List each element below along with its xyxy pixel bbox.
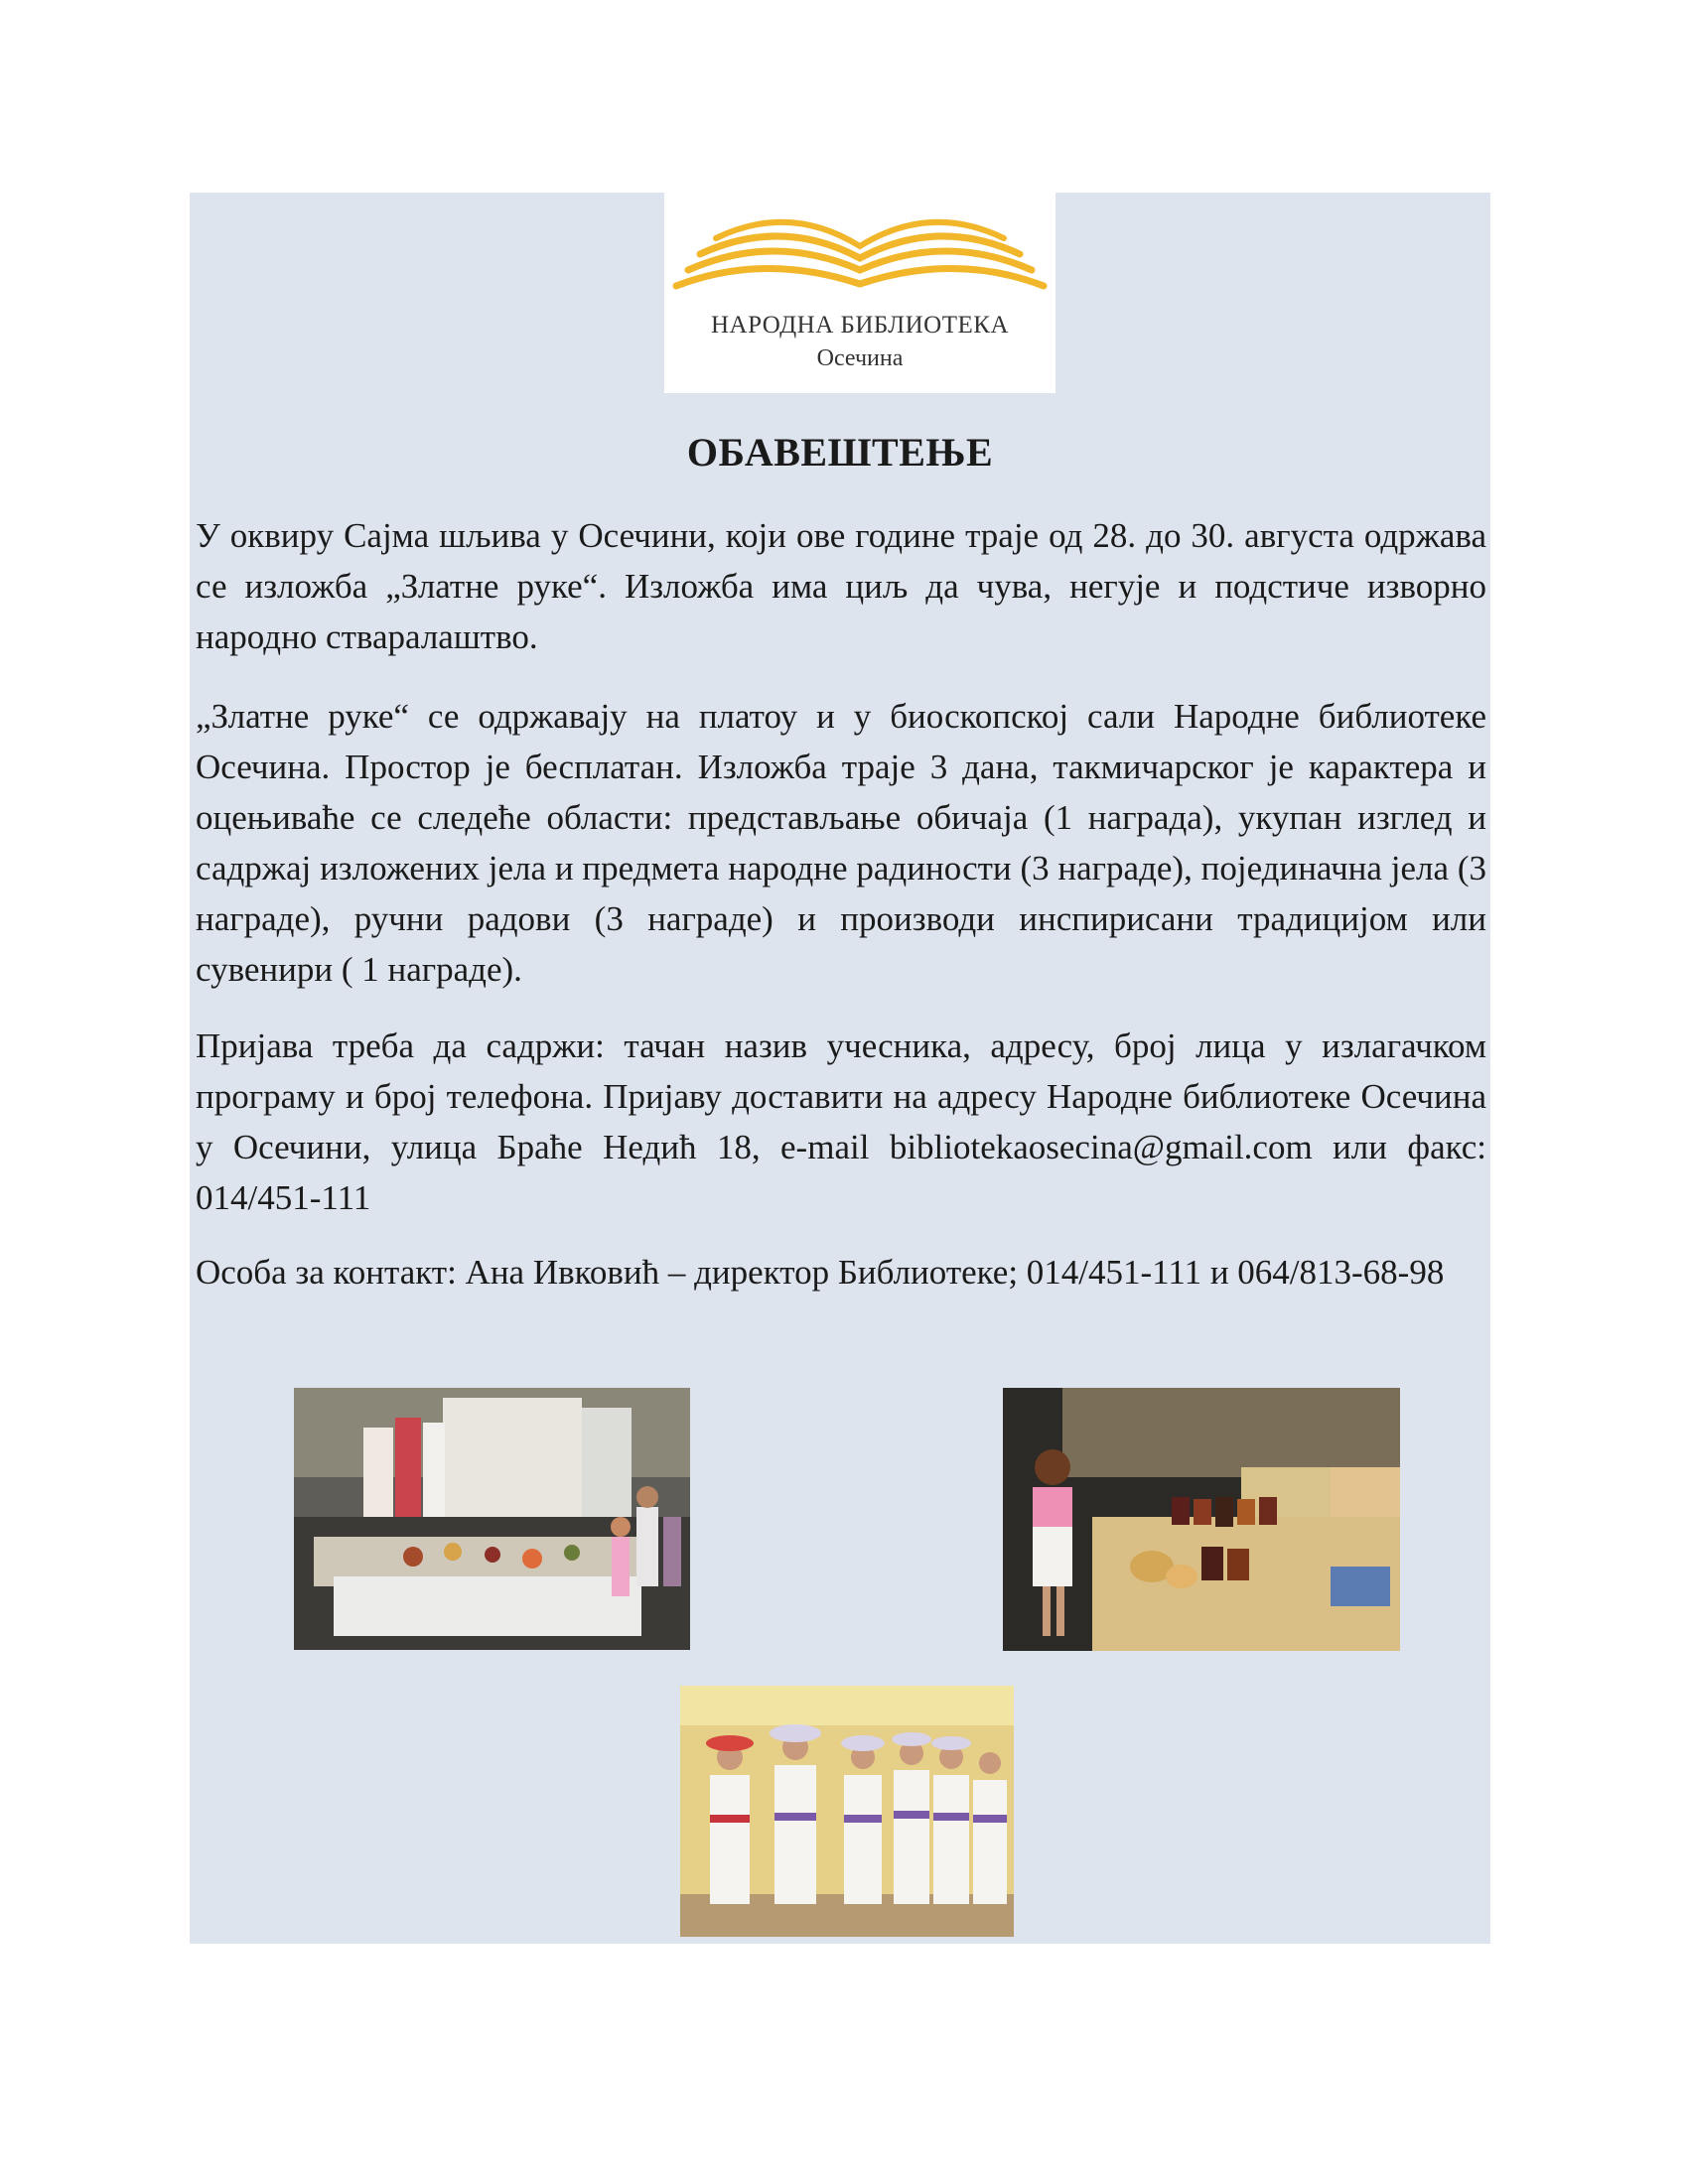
- food-table-photo: [1003, 1388, 1400, 1651]
- folk-costume-photo: [680, 1686, 1014, 1937]
- paragraph-text: „Златне руке“ се одржавају на платоу и у биоскопској сали Народне библиотеке Осечина. Простор је бесплатан. Изложба траје 3 дана, такмичарског је карактера и оцењиваће се следеће области: представљање обичаја (1 награда), укупан изглед и садржај изложених јела и предмета народне радиности (3 награде), појединачна јела (3 награде), ручни радови (3 награде) и производи инспирисани традицијом или сувенири ( 1 награде).: [196, 697, 1486, 989]
- notice-panel: [190, 193, 1490, 1944]
- paragraph-intro: [196, 510, 1486, 662]
- paragraph-details: [196, 691, 1486, 995]
- paragraph-text: Особа за контакт: Ана Ивковић – директор Библиотеке; 014/451-111 и 064/813-68-98: [196, 1253, 1445, 1292]
- paragraph-contact: [196, 1247, 1486, 1297]
- logo-town-name: Осечина: [816, 345, 904, 371]
- logo-library-name: НАРОДНА БИБЛИОТЕКА: [710, 312, 1009, 339]
- page-title: ОБАВЕШТЕЊЕ: [686, 430, 994, 475]
- paragraph-text: Пријава треба да садржи: тачан назив учесника, адресу, број лица у излагачком програму и број телефона. Пријаву доставити на адресу Народне библиотеке Осечина у Осечини, улица Браће Недић 18, e-mail bibliotekaosecina@gmail.com или факс: 014/451-111: [196, 1026, 1486, 1217]
- paragraph-text: У оквиру Сајма шљива у Осечини, који ове године траје од 28. до 30. августа одржава се изложба „Златне руке“. Изложба има циљ да чува, негује и подстиче изворно народно стваралаштво.: [196, 516, 1486, 656]
- open-book-icon: [664, 208, 1055, 298]
- library-logo: [664, 193, 1055, 393]
- exhibition-hall-photo: [294, 1388, 690, 1650]
- paragraph-application: [196, 1021, 1486, 1223]
